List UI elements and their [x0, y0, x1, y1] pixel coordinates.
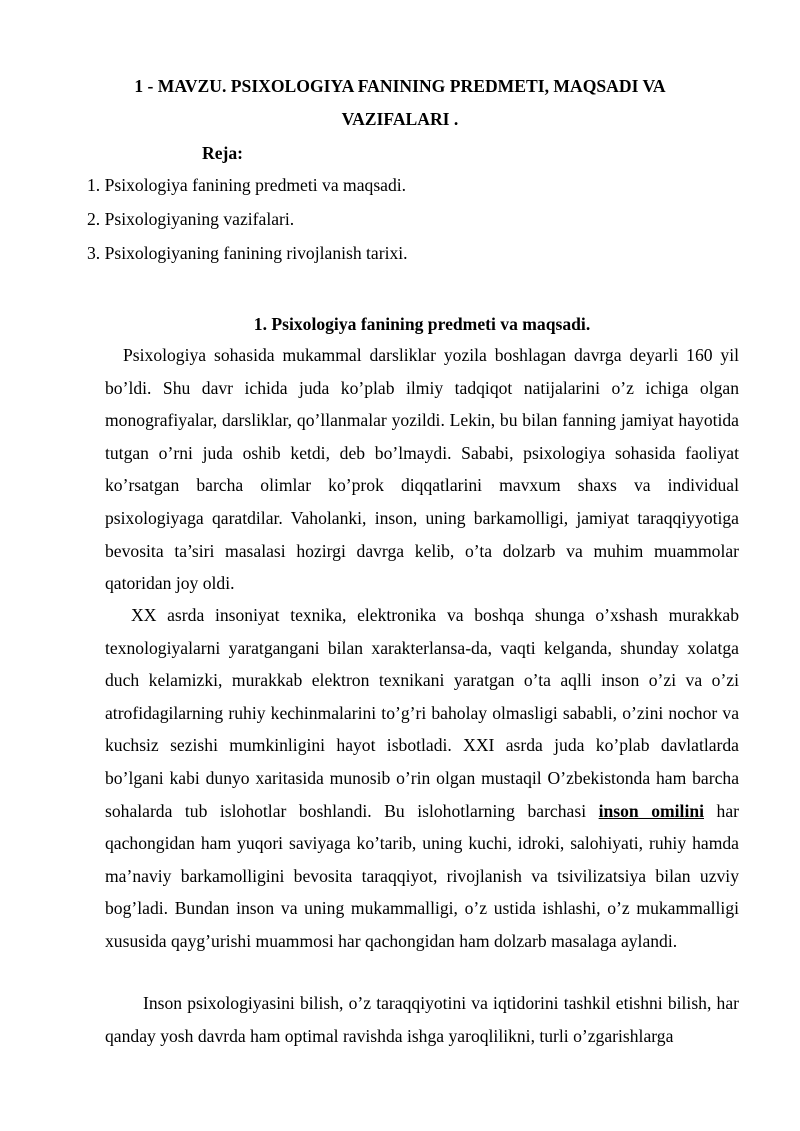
plan-item-1: 1. Psixologiya fanining predmeti va maqsadi. — [87, 175, 407, 195]
paragraph-2-part-a: XX asrda insoniyat texnika, elektronika va boshqa shunga o’xshash murakkab texnologiyalarni yaratgangani bilan xarakterlansa-da, vaqti kelganda, shunday xolatga duch kelamizki, murakkab elektron texnikani yaratgan o’ta aqlli inson o’zi va o’zi atrofidagilarning ruhiy kechinmalarini to’g’ri baholay olmasligi sababli, o’zini nochor va kuchsiz sezishi mumkinligini hayot isbotladi. XXI asrda juda ko’plab davlatlarda bo’lgani kabi dunyo xaritasida munosib o’rin olgan mustaqil O’zbekistonda ham barcha sohalarda tub islohotlar boshlandi. Bu islohotlarning barchasi — [105, 605, 739, 821]
paragraph-3: Inson psixologiyasini bilish, o’z taraqqiyotini va iqtidorini tashkil etishni bilish, har qanday yosh davrda ham optimal ravishda ishga yaroqlilikni, turli o’zgarishlarga — [105, 993, 739, 1046]
plan-item-3: 3. Psixologiyaning fanining rivojlanish tarixi. — [87, 243, 408, 263]
section-heading: 1. Psixologiya fanining predmeti va maqsadi. — [253, 314, 591, 334]
title-line-2: VAZIFALARI . — [341, 109, 459, 129]
plan-item-2: 2. Psixologiyaning vazifalari. — [87, 209, 295, 229]
paragraph-2 — [105, 599, 739, 958]
paragraph-2-part-b: har qachongidan ham yuqori saviyaga ko’tarib, uning kuchi, idroki, salohiyati, ruhiy hamda ma’naviy barkamolligini bevosita taraqqiyot, rivojlanish va tsivilizatsiya bilan uzviy bog’ladi. Bundan inson va uning mukammalligi, o’z ustida ishlashi, o’z mukammalligi xususida qayg’urishi muammosi har qachongidan ham dolzarb masalaga aylandi. — [105, 800, 739, 951]
title-line-1: 1 - MAVZU. PSIXOLOGIYA FANINING PREDMETI, MAQSADI VA — [134, 76, 666, 96]
plan-label: Reja: — [202, 143, 244, 163]
page-title — [88, 70, 712, 136]
paragraph-1: Psixologiya sohasida mukammal darsliklar yozila boshlagan davrga deyarli 160 yil bo’ldi. Shu davr ichida juda ko’plab ilmiy tadqiqot natijalarini o’z ichiga olgan monografiyalar, darsliklar, qo’llanmalar yozildi. Lekin, bu bilan fanning jamiyat hayotida tutgan o’rni juda oshib ketdi, deb bo’lmaydi. Sababi, psixologiya sohasida faoliyat ko’rsatgan barcha olimlar ko’prok diqqatlarini mavxum shaxs va individual psixologiyaga qaratdilar. Vaholanki, inson, uning barkamolligi, jamiyat taraqqiyyotiga bevosita ta’siri masalasi hozirgi davrga kelib, o’ta dolzarb va muhim muammolar qatoridan joy oldi. — [105, 345, 739, 594]
emphasis-inson-omilini: inson omilini — [598, 800, 705, 821]
